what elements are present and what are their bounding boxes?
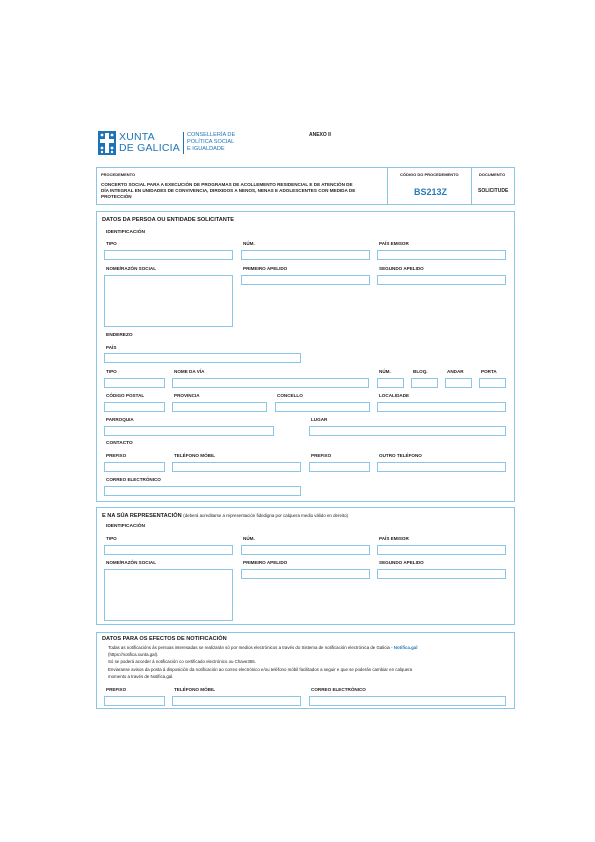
rep-segundo-apelido-label: SEGUNDO APELIDO [379, 560, 424, 565]
procedure-divider-2 [471, 168, 472, 205]
logo-de-galicia-text: DE GALICIA [119, 142, 180, 154]
provincia-label: PROVINCIA [174, 393, 200, 398]
logo-conselleria-line3: E IGUALDADE [187, 146, 225, 152]
andar-field[interactable] [445, 378, 472, 388]
porta-label: PORTA [481, 369, 497, 374]
prefixo-label: PREFIXO [106, 453, 127, 458]
rep-pais-emisor-field[interactable] [377, 545, 506, 555]
notif-prefixo-field[interactable] [104, 696, 165, 706]
procedimento-line-1: CONCERTO SOCIAL PARA A EXECUCIÓN DE PROGRAMAS DE ACOLLEMENTO RESIDENCIAL E DE ATENCIÓN DE [101, 182, 353, 187]
contacto-heading: CONTACTO [106, 441, 133, 446]
bloq-field[interactable] [411, 378, 438, 388]
notif-correo-label: CORREO ELECTRÓNICO [311, 687, 366, 692]
notificacion-line-2: (https://notifica.xunta.gal). [108, 652, 159, 657]
porta-field[interactable] [479, 378, 506, 388]
xunta-cross-emblem-icon [98, 131, 116, 155]
prefixo2-label: PREFIXO [311, 453, 332, 458]
notificacion-line-5: momento a través de Notifica.gal. [108, 674, 174, 679]
telefono-mobil-label: TELÉFONO MÓBIL [174, 453, 216, 458]
codigo-value: BS213Z [414, 187, 448, 197]
rep-nome-razon-label: NOME/RAZÓN SOCIAL [106, 560, 157, 565]
nome-razon-field[interactable] [104, 275, 233, 327]
notificacion-line-1-text: Todas as notificacións ás persoas interesadas se realizarán só por medios electrónicos a través do Sistema de notificación electrónica de Galicia - [108, 645, 394, 650]
documento-label: DOCUMENTO [479, 172, 506, 177]
primeiro-apelido-field[interactable] [241, 275, 370, 285]
section-representacion-title-text: E NA SÚA REPRESENTACIÓN [102, 513, 182, 519]
anexo-label: ANEXO II [309, 132, 331, 138]
notif-prefixo-label: PREFIXO [106, 687, 127, 692]
tipo-label: TIPO [106, 241, 117, 246]
andar-label: ANDAR [447, 369, 464, 374]
bloq-label: BLOQ. [413, 369, 428, 374]
num-field[interactable] [241, 250, 370, 260]
nome-razon-label: NOME/RAZÓN SOCIAL [106, 266, 157, 271]
logo-divider [183, 132, 184, 154]
primeiro-apelido-label: PRIMEIRO APELIDO [243, 266, 288, 271]
rep-primeiro-apelido-field[interactable] [241, 569, 370, 579]
section-representacion-note: (deberá acreditarse a representación fidedigna por calquera medio válido en dereito) [183, 513, 348, 518]
lugar-field[interactable] [309, 426, 506, 436]
rep-num-label: NÚM. [243, 536, 255, 541]
prefixo2-field[interactable] [309, 462, 370, 472]
outro-telefono-field[interactable] [377, 462, 506, 472]
codigo-postal-field[interactable] [104, 402, 165, 412]
pais-emisor-label: PAÍS EMISOR [379, 241, 409, 246]
concello-label: CONCELLO [277, 393, 303, 398]
identificacion2-heading: IDENTIFICACIÓN [106, 524, 145, 529]
num-via-label: NÚM. [379, 369, 391, 374]
procedure-divider-1 [387, 168, 388, 205]
correo-field[interactable] [104, 486, 301, 496]
tipo-via-label: TIPO [106, 369, 117, 374]
enderezo-heading: ENDEREZO [106, 333, 133, 338]
segundo-apelido-label: SEGUNDO APELIDO [379, 266, 424, 271]
segundo-apelido-field[interactable] [377, 275, 506, 285]
rep-primeiro-apelido-label: PRIMEIRO APELIDO [243, 560, 288, 565]
rep-nome-razon-field[interactable] [104, 569, 233, 621]
num-via-field[interactable] [377, 378, 404, 388]
section-solicitante-title: DATOS DA PERSOA OU ENTIDADE SOLICITANTE [102, 217, 234, 223]
identificacion-heading: IDENTIFICACIÓN [106, 230, 145, 235]
nome-via-label: NOME DA VÍA [174, 369, 205, 374]
lugar-label: LUGAR [311, 417, 328, 422]
section-solicitante [96, 211, 515, 502]
rep-num-field[interactable] [241, 545, 370, 555]
pais-label: PAÍS [106, 345, 117, 350]
num-label: NÚM. [243, 241, 255, 246]
nome-via-field[interactable] [172, 378, 369, 388]
correo-label: CORREO ELECTRÓNICO [106, 477, 161, 482]
section-notificacion [96, 632, 515, 709]
logo-xunta-text: XUNTA [119, 131, 155, 143]
tipo-via-field[interactable] [104, 378, 165, 388]
procedimento-line-2: DÍA INTEGRAL EN UNIDADES DE CONVIVENCIA, DIRIXIDOS A NENOS, NENAS E ADOLESCENTES CON MEDIDA DE [101, 188, 356, 193]
notif-telefono-label: TELÉFONO MÓBIL [174, 687, 216, 692]
rep-segundo-apelido-field[interactable] [377, 569, 506, 579]
parroquia-label: PARROQUIA [106, 417, 134, 422]
logo-conselleria-line1: CONSELLERÍA DE [187, 132, 236, 138]
notif-correo-field[interactable] [309, 696, 506, 706]
rep-pais-emisor-label: PAÍS EMISOR [379, 536, 409, 541]
concello-field[interactable] [275, 402, 370, 412]
logo-conselleria-line2: POLÍTICA SOCIAL [187, 139, 235, 145]
telefono-mobil-field[interactable] [172, 462, 301, 472]
section-representacion [96, 507, 515, 625]
section-representacion-title [102, 514, 348, 520]
notif-telefono-field[interactable] [172, 696, 301, 706]
provincia-field[interactable] [172, 402, 267, 412]
xunta-logo [98, 131, 248, 157]
rep-tipo-label: TIPO [106, 536, 117, 541]
localidade-label: LOCALIDADE [379, 393, 410, 398]
procedimento-label: PROCEDEMENTO [101, 172, 136, 177]
codigo-label: CÓDIGO DO PROCEDEMENTO [400, 172, 459, 177]
notificacion-line-3: Só se poderá acceder á notificación co certificado electrónico ou Chave365. [108, 659, 256, 664]
procedure-box [96, 167, 515, 205]
parroquia-field[interactable] [104, 426, 274, 436]
codigo-postal-label: CÓDIGO POSTAL [106, 393, 145, 398]
procedimento-line-3: PROTECCIÓN [101, 194, 132, 199]
section-notificacion-title: DATOS PARA OS EFECTOS DE NOTIFICACIÓN [102, 636, 227, 642]
documento-value: SOLICITUDE [478, 188, 509, 194]
notifica-link[interactable]: Notifica.gal [393, 645, 418, 650]
prefixo-field[interactable] [104, 462, 165, 472]
tipo-field[interactable] [104, 250, 233, 260]
outro-telefono-label: OUTRO TELÉFONO [379, 453, 422, 458]
pais-emisor-field[interactable] [377, 250, 506, 260]
pais-field[interactable] [104, 353, 301, 363]
rep-tipo-field[interactable] [104, 545, 233, 555]
notificacion-line-4: Enviaranse avisos da posta á disposición da notificación ao correo electrónico e/ou teléfono móbil facilitados a seguir e que se poderán cambiar en calquera [108, 667, 413, 672]
notificacion-line-1 [108, 646, 417, 650]
localidade-field[interactable] [377, 402, 506, 412]
